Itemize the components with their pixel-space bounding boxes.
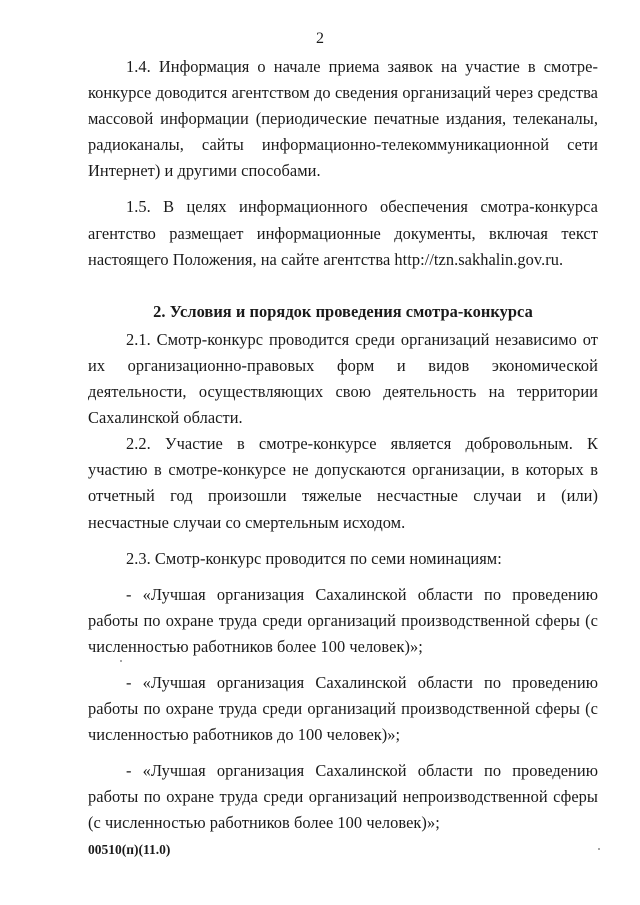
scan-speck	[598, 848, 600, 850]
paragraph-2-2: 2.2. Участие в смотре-конкурсе является добровольным. К участию в смотре-конкурсе не допускаются организации, в которых в отчетный год произошли тяжелые несчастные случаи и (или) несчастные случаи со смертельным исходом.	[88, 434, 598, 532]
paragraph-1-5: 1.5. В целях информационного обеспечения смотра-конкурса агентство размещает информационные документы, включая текст настоящего Положения, на сайте агентства http://tzn.sakhalin.gov.ru.	[88, 197, 598, 269]
paragraph-2-3: 2.3. Смотр-конкурс проводится по семи номинациям:	[126, 548, 502, 568]
document-body	[88, 54, 598, 837]
page-number: 2	[316, 30, 324, 47]
section-heading: 2. Условия и порядок проведения смотра-конкурса	[153, 301, 533, 321]
nomination-item: - «Лучшая организация Сахалинской области по проведению работы по охране труда среди организаций непроизводственной сферы (с численностью работников более 100 человек)»;	[88, 761, 598, 833]
paragraph-1-4: 1.4. Информация о начале приема заявок на участие в смотре-конкурсе доводится агентством до сведения организаций через средства массовой информации (периодические печатные издания, телеканалы, радиоканалы, сайты информационно-телекоммуникационной сети Интернет) и другими способами.	[88, 57, 598, 181]
nomination-item: - «Лучшая организация Сахалинской области по проведению работы по охране труда среди организаций производственной сферы (с численностью работников до 100 человек)»;	[88, 672, 598, 745]
scan-speck	[120, 660, 122, 662]
document-code: 00510(п)(11.0)	[88, 842, 171, 857]
paragraph-2-1: 2.1. Смотр-конкурс проводится среди организаций независимо от их организационно-правовых форм и видов экономической деятельности, осуществляющих свою деятельность на территории Сахалинской области.	[88, 329, 598, 428]
nomination-item: - «Лучшая организация Сахалинской области по проведению работы по охране труда среди организаций производственной сферы (с численностью работников более 100 человек)»;	[88, 584, 598, 656]
